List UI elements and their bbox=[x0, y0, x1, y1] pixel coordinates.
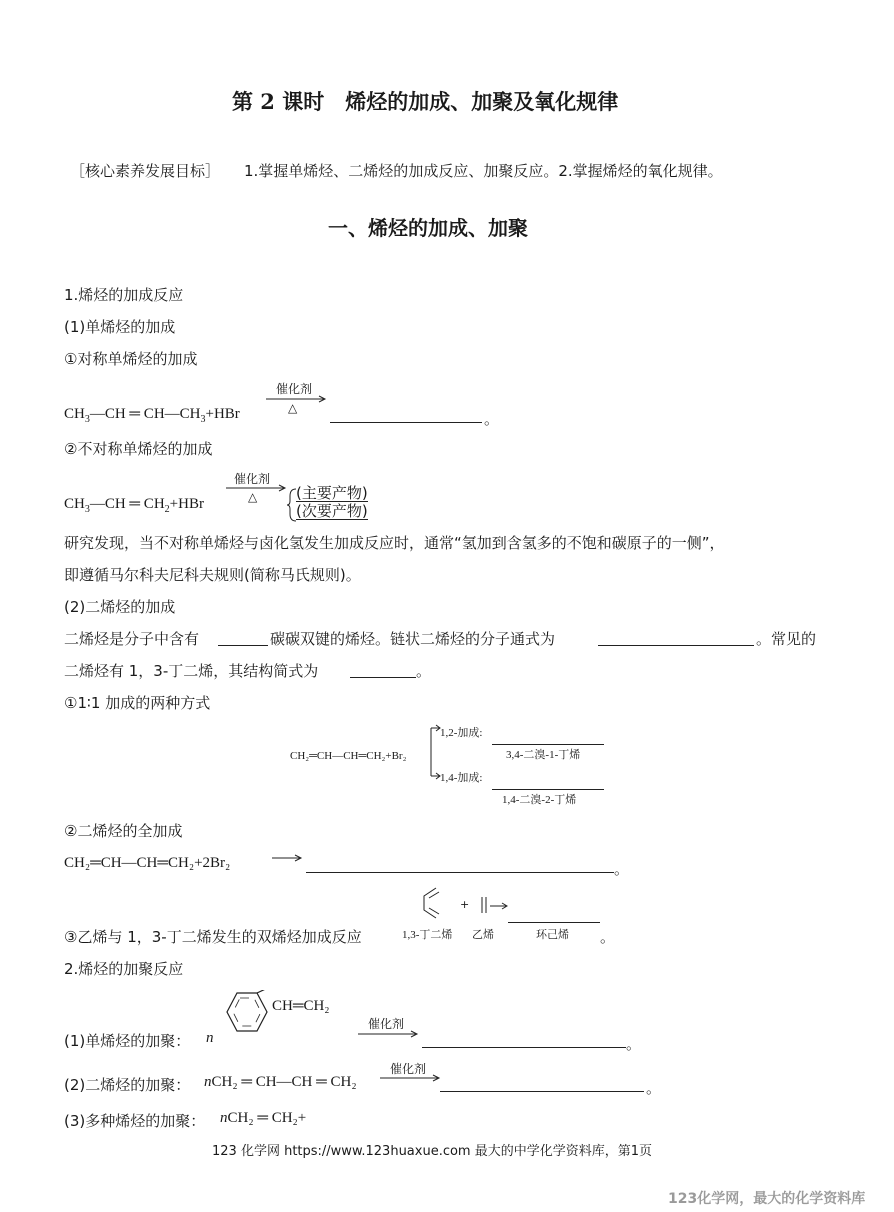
heading-copolymer: (3)多种烯烃的加聚： bbox=[64, 1112, 206, 1130]
heat-symbol: △ bbox=[248, 490, 258, 504]
answer-blank[interactable] bbox=[492, 789, 604, 790]
heading-1to1: ①1∶1 加成的两种方式 bbox=[64, 694, 211, 712]
diene-text-b: 碳碳双键的烯烃。链状二烯烃的分子通式为 bbox=[270, 630, 556, 648]
heat-symbol: △ bbox=[288, 401, 298, 415]
heading-diene: (2)二烯烃的加成 bbox=[64, 598, 176, 616]
answer-blank[interactable] bbox=[440, 1077, 644, 1092]
product-12: 3,4-二溴-1-丁烯 bbox=[506, 749, 581, 761]
product-14: 1,4-二溴-2-丁烯 bbox=[502, 794, 577, 806]
catalyst-label: 催化剂 bbox=[276, 382, 313, 396]
styrene-group: CH═CH₂ bbox=[272, 998, 330, 1014]
reaction-arrow bbox=[272, 854, 304, 862]
major-product: (主要产物) bbox=[296, 484, 368, 502]
period: 。 bbox=[626, 1035, 642, 1053]
minor-product: (次要产物) bbox=[296, 502, 368, 520]
period: 。 bbox=[614, 860, 630, 878]
answer-blank[interactable] bbox=[350, 663, 416, 678]
period: 。 bbox=[646, 1079, 662, 1097]
answer-blank[interactable] bbox=[218, 631, 268, 646]
diene-text-d: 二烯烃有 1，3-丁二烯，其结构简式为 bbox=[64, 662, 319, 680]
section-heading: 一、烯烃的加成、加聚 bbox=[328, 216, 528, 240]
period: 。 bbox=[416, 662, 432, 680]
heading-symmetric: ①对称单烯烃的加成 bbox=[64, 350, 198, 368]
answer-blank[interactable] bbox=[598, 631, 754, 646]
page-title: 第 2 课时 烯烃的加成、加聚及氧化规律 bbox=[232, 89, 619, 114]
copolymer-equation: nCH₂ ═ CH₂+ bbox=[220, 1110, 307, 1126]
reaction-arrow bbox=[380, 1074, 442, 1082]
full-addition-equation: CH₂═CH—CH═CH₂+2Br₂ bbox=[64, 855, 231, 871]
goals-text: 1.掌握单烯烃、二烯烃的加成反应、加聚反应。2.掌握烯烃的氧化规律。 bbox=[244, 162, 723, 180]
rule-text-2: 即遵循马尔科夫尼科夫规则(简称马氏规则)。 bbox=[64, 566, 361, 584]
heading-monoene-polymer: (1)单烯烃的加聚： bbox=[64, 1032, 191, 1050]
butadiene-structure-icon bbox=[420, 886, 444, 920]
goals-label: ［核心素养发展目标］ bbox=[70, 162, 221, 180]
catalyst-label: 催化剂 bbox=[234, 472, 271, 486]
diene-equation: CH₂═CH—CH═CH₂+Br₂ bbox=[290, 750, 407, 762]
heading-asymmetric: ②不对称单烯烃的加成 bbox=[64, 440, 213, 458]
answer-blank[interactable] bbox=[492, 744, 604, 745]
label-14-addition: 1,4-加成: bbox=[440, 772, 483, 784]
watermark: 123化学网，最大的化学资料库 bbox=[668, 1191, 866, 1207]
diene-text-c: 。常见的 bbox=[756, 630, 817, 648]
answer-blank[interactable] bbox=[306, 858, 614, 873]
plus-sign: + bbox=[460, 898, 470, 911]
benzene-ring-icon bbox=[220, 990, 276, 1040]
ethylene-label: 乙烯 bbox=[472, 929, 494, 941]
answer-blank[interactable] bbox=[508, 922, 600, 923]
rule-text-1: 研究发现，当不对称单烯烃与卤化氢发生加成反应时，通常“氢加到含氢多的不饱和碳原子的一侧”， bbox=[64, 534, 725, 552]
catalyst-label: 催化剂 bbox=[390, 1062, 427, 1076]
reaction-asymmetric: $CH_3—CH$ ═ $CH_2+HBr$ bbox=[64, 496, 204, 515]
period: 。 bbox=[600, 928, 616, 946]
heading-diels-alder: ③乙烯与 1，3-丁二烯发生的双烯烃加成反应 bbox=[64, 928, 362, 946]
page-footer: 123 化学网 https://www.123huaxue.com 最大的中学化学资料库，第1页 bbox=[212, 1144, 653, 1159]
catalyst-label: 催化剂 bbox=[368, 1017, 405, 1031]
cyclohexene-label: 环己烯 bbox=[536, 929, 569, 941]
heading-diene-polymer: (2)二烯烃的加聚： bbox=[64, 1076, 191, 1094]
heading-monoene: (1)单烯烃的加成 bbox=[64, 318, 176, 336]
reaction-arrow bbox=[490, 902, 510, 910]
butadiene-label: 1,3-丁二烯 bbox=[402, 929, 453, 941]
answer-blank[interactable] bbox=[330, 408, 482, 423]
ethylene-structure-icon bbox=[480, 896, 488, 914]
diene-text-a: 二烯烃是分子中含有 bbox=[64, 630, 200, 648]
reaction-arrow bbox=[358, 1030, 420, 1038]
label-12-addition: 1,2-加成: bbox=[440, 727, 483, 739]
coefficient-n: n bbox=[206, 1030, 214, 1046]
heading-full-addition: ②二烯烃的全加成 bbox=[64, 822, 183, 840]
heading-polymerization: 2.烯烃的加聚反应 bbox=[64, 960, 184, 978]
heading-addition: 1.烯烃的加成反应 bbox=[64, 286, 184, 304]
reaction-symmetric: $CH_3—CH$ ═ $CH—CH_3+HBr$ bbox=[64, 406, 240, 425]
answer-blank[interactable] bbox=[422, 1033, 626, 1048]
diene-polymer-equation: nCH₂ ═ CH—CH ═ CH₂ bbox=[204, 1074, 357, 1090]
period: 。 bbox=[484, 410, 500, 428]
